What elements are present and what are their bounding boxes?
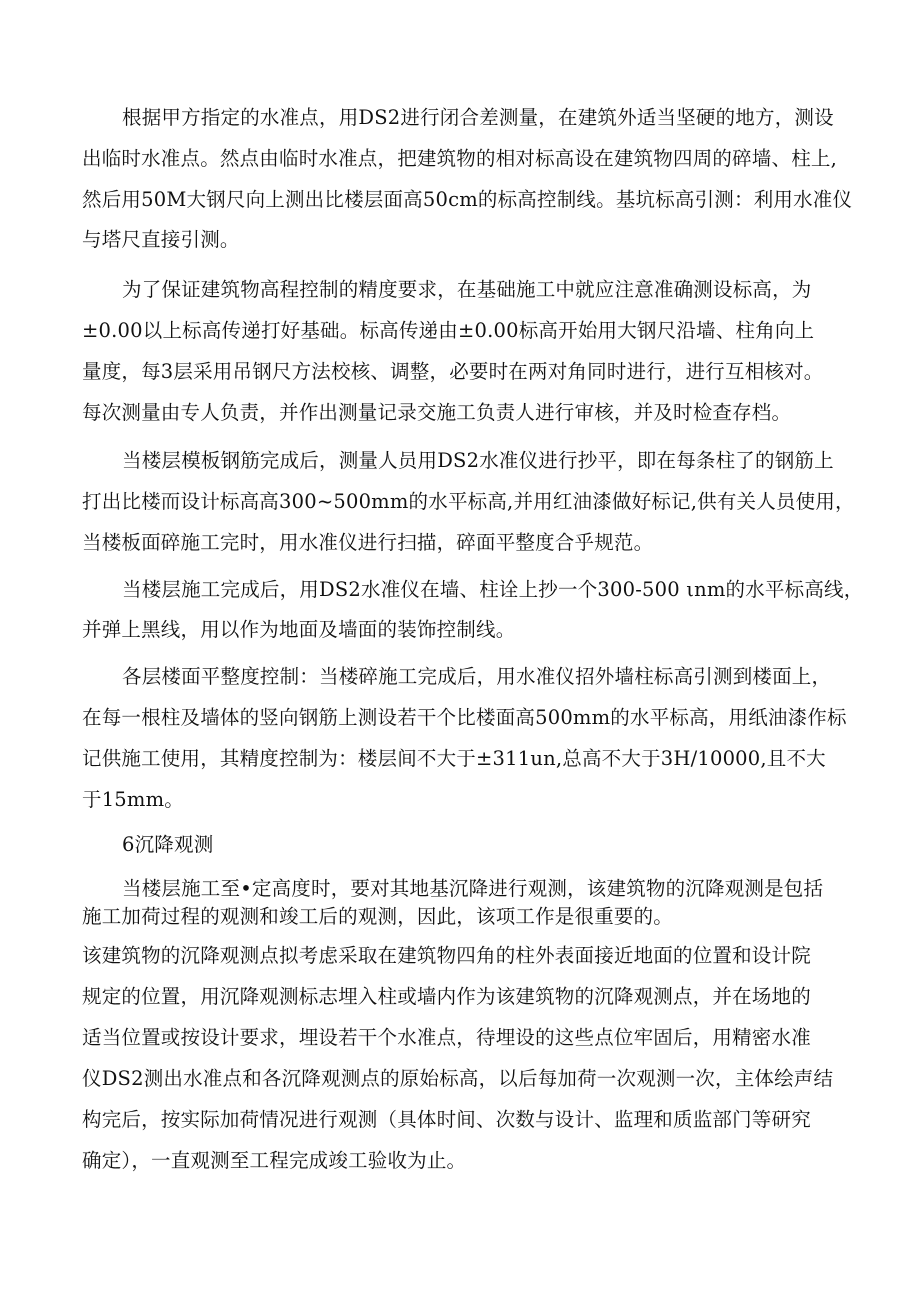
text-line: 当楼层施工至•定高度时，要对其地基沉降进行观测，该建筑物的沉降观测是包括 [122,877,824,900]
text-line: 于15mm。 [82,788,184,811]
section-heading: 6沉降观测 [122,833,214,856]
text-line: 该建筑物的沉降观测点拟考虑采取在建筑物四角的柱外表面接近地面的位置和设计院 [82,944,811,967]
text-line: 打出比楼而设计标高高300~500mm的水平标高,并用红油漆做好标记,供有关人员使用， [82,490,855,513]
text-line: 记供施工使用，其精度控制为：楼层间不大于±311un,总高不大于3H/10000,且不大 [82,747,826,770]
text-line: 然后用50M大钢尺向上测出比楼层面高50cm的标高控制线。基坑标高引测：利用水准仪 [82,188,853,211]
text-line: 仪DS2测出水准点和各沉降观测点的原始标高，以后每加荷一次观测一次，主体绘声结 [82,1067,834,1090]
text-line: 为了保证建筑物高程控制的精度要求，在基础施工中就应注意准确测设标高，为 [122,278,812,301]
text-line: 并弹上黑线，用以作为地面及墙面的装饰控制线。 [82,618,516,641]
text-line: 各层楼面平整度控制：当楼碎施工完成后，用水准仪招外墙柱标高引测到楼面上， [122,665,832,688]
text-line: 每次测量由专人负责，并作出测量记录交施工负责人进行审核，并及时检查存档。 [82,401,792,424]
text-line: 适当位置或按设计要求，埋设若干个水准点，待埋设的这些点位牢固后，用精密水准 [82,1026,811,1049]
text-line: 与塔尺直接引测。 [82,228,240,251]
text-line: 施工加荷过程的观测和竣工后的观测，因此，该项工作是很重要的。 [82,905,674,928]
text-line: 当楼板面碎施工完时，用水准仪进行扫描，碎面平整度合乎规范。 [82,531,654,554]
text-line: 在每一根柱及墙体的竖向钢筋上测设若干个比楼面高500mm的水平标高，用纸油漆作标 [82,706,847,729]
text-line: 量度，每3层采用吊钢尺方法校核、调整，必要时在两对角同时进行，进行互相核对。 [82,360,824,383]
text-line: 规定的位置，用沉降观测标志埋入柱或墙内作为该建筑物的沉降观测点，并在场地的 [82,985,811,1008]
text-line: 构完后，按实际加荷情况进行观测（具体时间、次数与设计、监理和质监部门等研究 [82,1108,811,1131]
text-line: 出临时水准点。然点由临时水准点，把建筑物的相对标高设在建筑物四周的碎墙、柱上, [82,147,837,170]
text-line: 根据甲方指定的水准点，用DS2进行闭合差测量，在建筑外适当坚硬的地方，测设 [122,106,834,129]
text-line: ±0.00以上标高传递打好基础。标高传递由±0.00标高开始用大钢尺沿墙、柱角向上 [82,319,815,342]
text-line: 当楼层施工完成后，用DS2水准仪在墙、柱诠上抄一个300-500 ιnm的水平标高线， [122,578,864,601]
text-line: 当楼层模板钢筋完成后，测量人员用DS2水准仪进行抄平，即在每条柱了的钢筋上 [122,449,834,472]
text-line: 确定），一直观测至工程完成竣工验收为止。 [82,1149,467,1172]
